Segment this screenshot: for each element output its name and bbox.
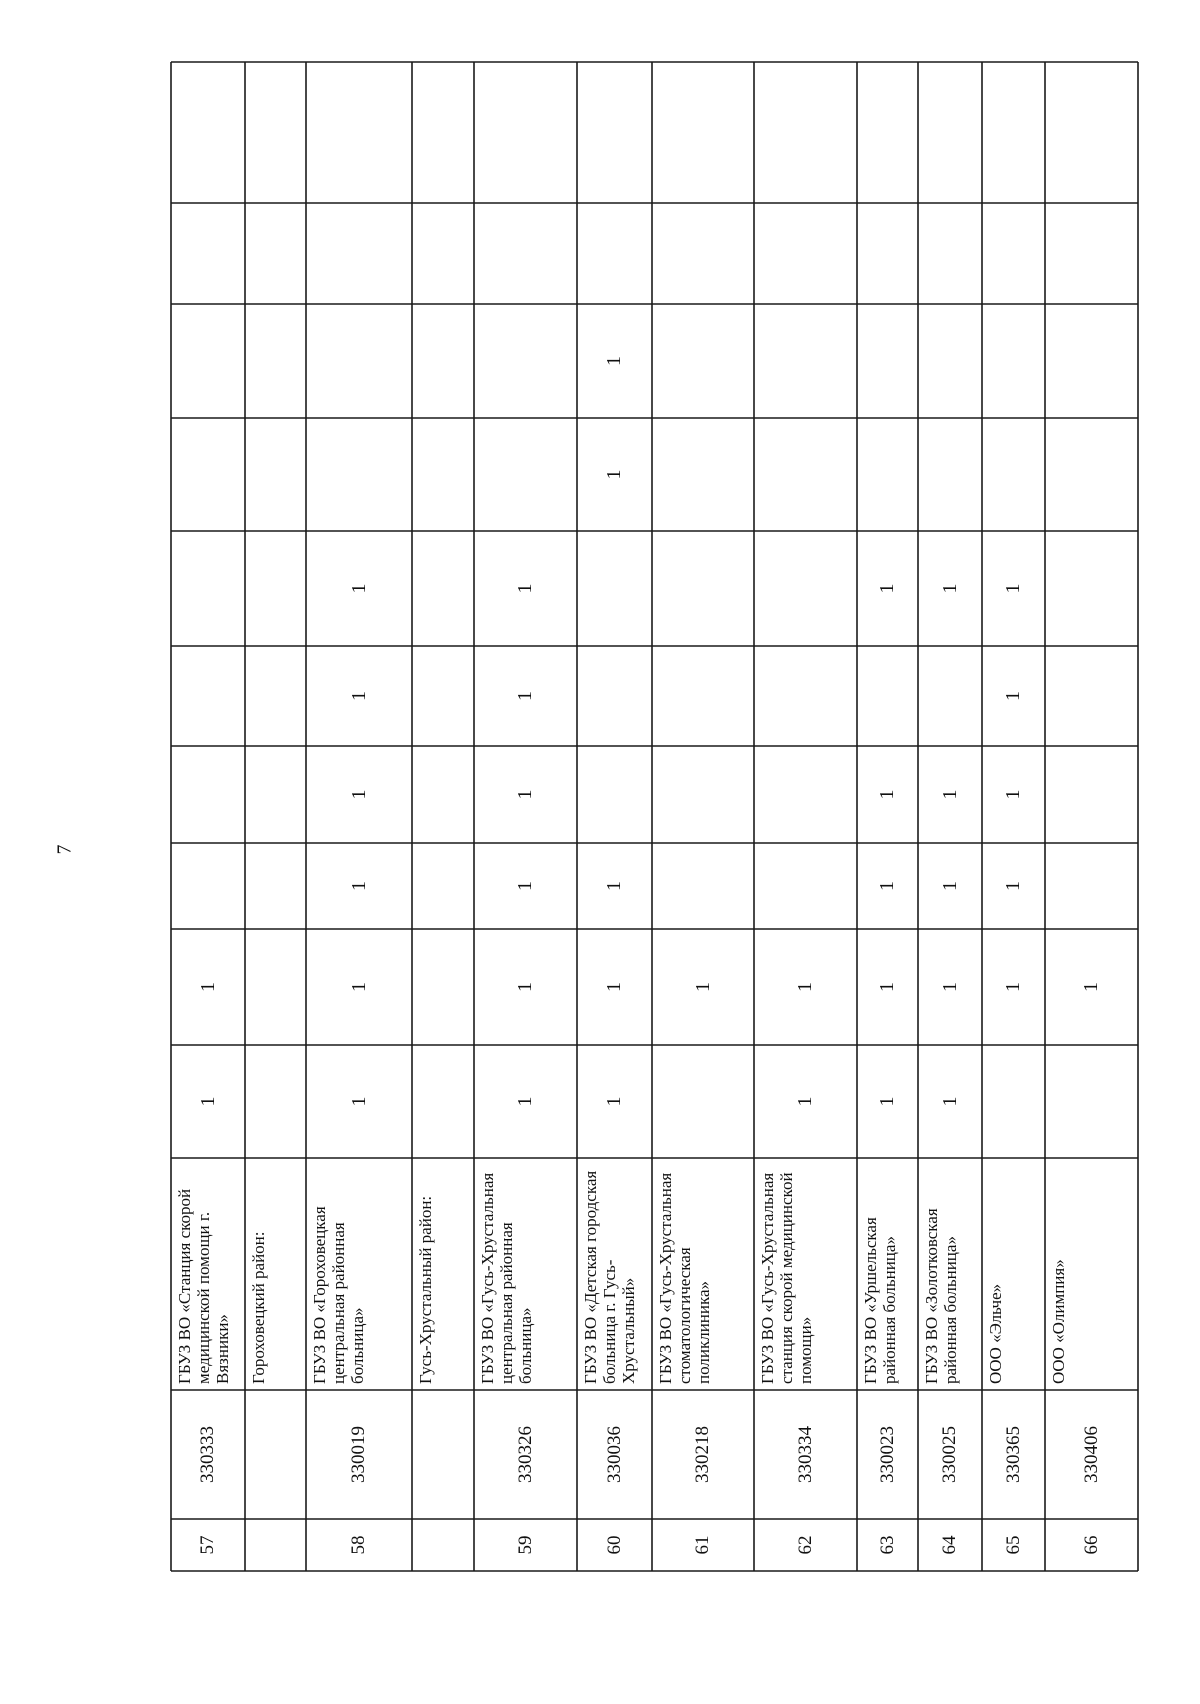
mark-cell: 1 (514, 583, 536, 594)
row-number: 57 (197, 1535, 218, 1555)
mark-cell: 1 (347, 691, 370, 701)
mark-cell: 1 (794, 982, 816, 992)
row-number: 65 (1002, 1535, 1024, 1555)
org-name: ГБУЗ ВО «Уршельская районная больница» (861, 1217, 900, 1384)
mark-cell: 1 (196, 1096, 219, 1107)
org-code: 330023 (876, 1426, 898, 1483)
mark-cell: 1 (938, 583, 961, 594)
org-code: 330025 (939, 1426, 960, 1483)
mark-cell: 1 (514, 1096, 536, 1107)
row-number: 58 (348, 1535, 369, 1555)
mark-cell: 1 (1080, 982, 1102, 992)
mark-cell: 1 (603, 1096, 625, 1107)
mark-cell: 1 (691, 982, 714, 992)
org-code: 330334 (794, 1426, 816, 1483)
org-code: 330406 (1080, 1426, 1102, 1483)
row-number: 64 (939, 1535, 960, 1555)
org-name: ГБУЗ ВО «Детская городская больница г. Гусь-Хрустальный» (581, 1170, 639, 1384)
mark-cell: 1 (347, 1096, 370, 1107)
mark-cell: 1 (1002, 691, 1024, 701)
org-code: 330019 (348, 1426, 369, 1483)
mark-cell: 1 (1002, 583, 1024, 594)
org-name: ГБУЗ ВО «Станция скорой медицинской помощи г. Вязники» (175, 1188, 233, 1384)
mark-cell: 1 (514, 691, 536, 701)
org-name: ГБУЗ ВО «Золотковская районная больница» (922, 1208, 961, 1384)
mark-cell: 1 (347, 982, 370, 992)
mark-cell: 1 (1002, 881, 1024, 891)
mark-cell: 1 (603, 356, 625, 366)
row-number: 61 (692, 1535, 713, 1555)
mark-cell: 1 (347, 789, 370, 800)
mark-cell: 1 (514, 881, 536, 891)
org-name: Гороховецкий район: (249, 1231, 268, 1384)
org-name: ГБУЗ ВО «Гусь-Хрустальная стоматологическая поликлиника» (656, 1172, 714, 1384)
row-number: 62 (794, 1535, 816, 1555)
mark-cell: 1 (196, 982, 219, 992)
org-name: ООО «Эльче» (986, 1283, 1005, 1384)
mark-cell: 1 (938, 982, 961, 992)
mark-cell: 1 (514, 789, 536, 800)
mark-cell: 1 (347, 881, 370, 891)
row-number: 59 (514, 1535, 536, 1555)
org-name: ООО «Олимпия» (1049, 1259, 1068, 1384)
mark-cell: 1 (347, 583, 370, 594)
mark-cell: 1 (876, 982, 898, 992)
page-number: 7 (53, 844, 76, 855)
org-code: 330365 (1002, 1426, 1024, 1483)
mark-cell: 1 (938, 789, 961, 800)
org-code: 330326 (514, 1426, 536, 1483)
mark-cell: 1 (938, 881, 961, 891)
org-name: ГБУЗ ВО «Гусь-Хрустальная станция скорой медицинской помощи» (758, 1172, 816, 1384)
mark-cell: 1 (794, 1096, 816, 1107)
mark-cell: 1 (876, 583, 898, 594)
mark-cell: 1 (938, 1096, 961, 1107)
org-name: ГБУЗ ВО «Гороховецкая центральная районная больница» (310, 1206, 368, 1384)
mark-cell: 1 (876, 881, 898, 891)
mark-cell: 1 (1002, 982, 1024, 992)
org-code: 330036 (603, 1426, 625, 1483)
mark-cell: 1 (1002, 789, 1024, 800)
mark-cell: 1 (603, 982, 625, 992)
mark-cell: 1 (603, 881, 625, 891)
org-code: 330333 (197, 1426, 218, 1483)
mark-cell: 1 (876, 1096, 898, 1107)
org-code: 330218 (692, 1426, 713, 1483)
row-number: 66 (1080, 1535, 1102, 1555)
mark-cell: 1 (603, 469, 625, 480)
row-number: 63 (876, 1535, 898, 1555)
mark-cell: 1 (876, 789, 898, 800)
org-name: ГБУЗ ВО «Гусь-Хрустальная центральная районная больница» (478, 1172, 536, 1384)
row-number: 60 (603, 1535, 625, 1555)
mark-cell: 1 (514, 982, 536, 992)
org-name: Гусь-Хрустальный район: (416, 1195, 435, 1384)
